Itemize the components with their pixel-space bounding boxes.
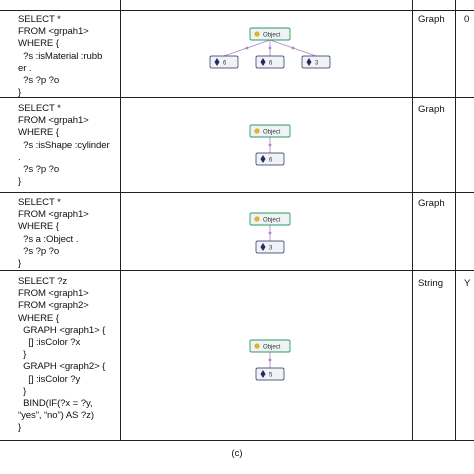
object-node: [250, 28, 290, 40]
edge-marker: [269, 47, 272, 50]
object-node: [250, 125, 290, 137]
leaf-node: [256, 368, 284, 380]
query-line: ?s a :Object .: [18, 233, 79, 245]
query-line: ?s :isShape :cylinder: [18, 139, 110, 151]
query-line: GRAPH <graph1> {: [18, 324, 106, 336]
leaf-node: [256, 56, 284, 68]
edge-marker: [246, 47, 249, 50]
query-line: er .: [18, 62, 32, 74]
query-line: [] :isColor ?y: [18, 373, 81, 385]
leaf-node: [302, 56, 330, 68]
object-node-label: Object: [263, 129, 281, 136]
sparql-query-3: [18, 197, 89, 270]
query-line: FROM <grpah1>: [18, 115, 89, 127]
query-line: WHERE {: [18, 38, 59, 50]
query-line: SELECT *: [18, 197, 61, 208]
query-line: SELECT *: [18, 14, 61, 25]
object-node-label: Object: [263, 32, 281, 39]
query-line: SELECT *: [18, 103, 61, 114]
result-graph-2: [200, 117, 340, 177]
column-divider: [455, 0, 456, 441]
query-line: WHERE {: [18, 221, 59, 233]
edge-marker: [269, 144, 272, 147]
class-dot-icon: [254, 216, 259, 221]
object-node: [250, 213, 290, 225]
class-dot-icon: [254, 343, 259, 348]
query-line: ?s ?p ?o: [18, 75, 60, 87]
sparql-query-2: [18, 103, 110, 188]
leaf-node-label: 6: [269, 60, 273, 67]
row-divider: [0, 10, 474, 11]
query-line: “yes”, “no”) AS ?z): [18, 410, 94, 422]
edge-marker: [269, 232, 272, 235]
leaf-node-label: 6: [269, 157, 273, 164]
column-divider: [412, 0, 413, 441]
leaf-node-label: 6: [223, 60, 227, 67]
result-type-1: Graph: [418, 14, 445, 25]
result-graph-3: [200, 205, 340, 265]
result-type-3: Graph: [418, 198, 445, 209]
class-dot-icon: [254, 31, 259, 36]
leaf-node-label: 5: [269, 372, 273, 379]
query-line: }: [18, 422, 22, 434]
result-graph-4: [200, 332, 340, 392]
object-node-label: Object: [263, 344, 281, 351]
query-line: BIND(IF(?x = ?y,: [18, 398, 93, 410]
next-column-value-4: Y: [464, 278, 471, 289]
query-line: }: [18, 87, 22, 99]
result-type-2: Graph: [418, 104, 445, 115]
leaf-node: [210, 56, 238, 68]
edge-marker: [269, 359, 272, 362]
result-graph-1: [200, 20, 340, 80]
sparql-query-4: [18, 276, 105, 435]
sparql-query-1: [18, 14, 102, 99]
query-line: .: [18, 151, 21, 163]
query-line: WHERE {: [18, 312, 59, 324]
figure-caption: (c): [231, 448, 243, 459]
column-divider: [120, 0, 121, 441]
query-line: GRAPH <graph2> {: [18, 361, 106, 373]
query-line: }: [18, 258, 22, 270]
query-line: FROM <graph2>: [18, 300, 89, 312]
query-line: }: [18, 349, 27, 361]
leaf-node: [256, 153, 284, 165]
query-line: FROM <graph1>: [18, 288, 89, 300]
edge-marker: [292, 47, 295, 50]
query-line: [] :isColor ?x: [18, 337, 81, 349]
query-line: ?s ?p ?o: [18, 245, 60, 257]
query-line: WHERE {: [18, 127, 59, 139]
object-node-label: Object: [263, 217, 281, 224]
row-divider: [0, 192, 474, 193]
query-line: FROM <graph1>: [18, 209, 89, 221]
query-line: }: [18, 385, 27, 397]
query-line: SELECT ?z: [18, 276, 68, 287]
row-divider: [0, 440, 474, 441]
next-column-value-1: 0: [464, 14, 470, 25]
leaf-node-label: 3: [269, 245, 273, 252]
result-type-4: String: [418, 278, 444, 289]
query-line: ?s :isMaterial :rubb: [18, 50, 103, 62]
query-line: }: [18, 176, 22, 188]
object-node: [250, 340, 290, 352]
leaf-node-label: 3: [315, 60, 319, 67]
query-line: ?s ?p ?o: [18, 164, 60, 176]
leaf-node: [256, 241, 284, 253]
query-line: FROM <grpah1>: [18, 26, 89, 38]
class-dot-icon: [254, 128, 259, 133]
